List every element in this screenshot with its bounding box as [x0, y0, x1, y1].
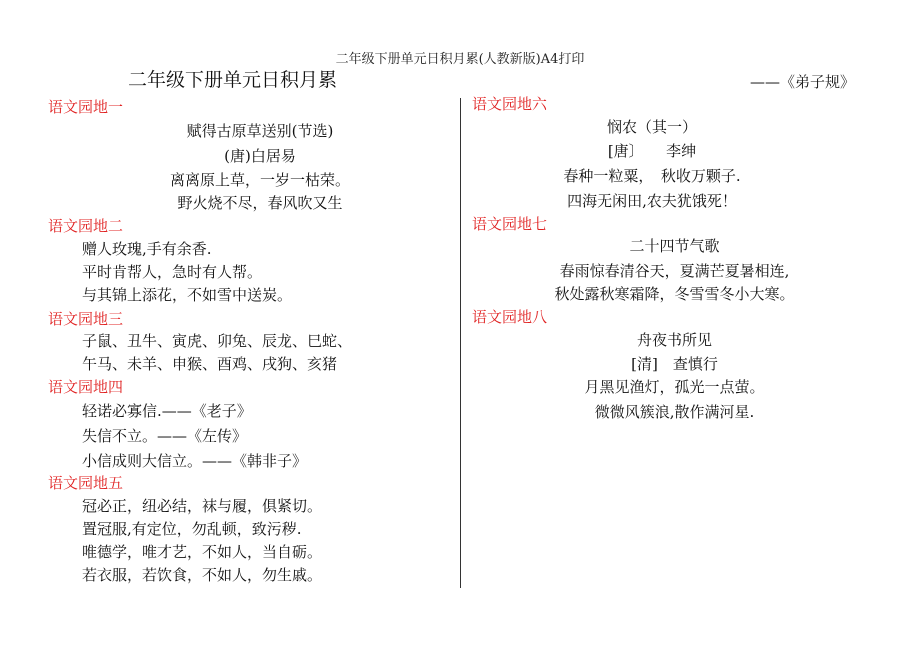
- poem-line: 春种一粒粟， 秋收万颗子.: [563, 167, 741, 185]
- saying-line: 平时肯帮人，急时有人帮。: [82, 263, 263, 281]
- saying-line: 赠人玫瑰,手有余香.: [82, 240, 212, 258]
- poem-line: 微微风簇浪,散作满河星.: [594, 403, 755, 421]
- section-heading-8: 语文园地八: [472, 308, 548, 326]
- zodiac-line: 子鼠、丑牛、寅虎、卯兔、辰龙、巳蛇、: [82, 332, 353, 350]
- poem-author: [唐〕 李绅: [607, 142, 697, 160]
- poem-line: 月黑见渔灯，孤光一点萤。: [584, 378, 765, 396]
- page-header: 二年级下册单元日积月累(人教新版)A4打印: [335, 52, 585, 67]
- quote-line: 失信不立。——《左传》: [82, 427, 248, 445]
- verse-line: 冠必正，纽必结，袜与履，俱紧切。: [82, 497, 323, 515]
- section-heading-2: 语文园地二: [48, 217, 124, 235]
- poem-title: 二十四节气歌: [629, 237, 720, 255]
- poem-title: 舟夜书所见: [636, 331, 712, 349]
- poem-author: (唐)白居易: [224, 147, 296, 165]
- poem-line: 秋处露秋寒霜降，冬雪雪冬小大寒。: [554, 285, 795, 303]
- source-attribution: ——《弟子规》: [750, 73, 856, 91]
- verse-line: 若衣服，若饮食，不如人，勿生戚。: [82, 566, 323, 584]
- section-heading-5: 语文园地五: [48, 474, 124, 492]
- saying-line: 与其锦上添花，不如雪中送炭。: [82, 286, 293, 304]
- section-heading-6: 语文园地六: [472, 95, 548, 113]
- page-title: 二年级下册单元日积月累: [128, 69, 338, 91]
- poem-title: 悯农（其一）: [606, 118, 697, 136]
- zodiac-line: 午马、未羊、申猴、酉鸡、戌狗、亥猪: [82, 355, 338, 373]
- poem-line: 春雨惊春清谷天，夏满芒夏暑相连,: [559, 262, 790, 280]
- column-divider: [460, 98, 461, 588]
- quote-line: 小信成则大信立。——《韩非子》: [82, 452, 308, 470]
- section-heading-7: 语文园地七: [472, 215, 548, 233]
- section-heading-1: 语文园地一: [48, 98, 124, 116]
- poem-line: 四海无闲田,农夫犹饿死！: [567, 192, 737, 210]
- section-heading-3: 语文园地三: [48, 310, 124, 328]
- poem-author: [清] 查慎行: [631, 355, 718, 373]
- verse-line: 唯德学，唯才艺，不如人，当自砺。: [82, 543, 323, 561]
- quote-line: 轻诺必寡信.——《老子》: [82, 402, 252, 420]
- poem-line: 野火烧不尽，春风吹又生: [177, 194, 343, 212]
- poem-title: 赋得古原草送别(节选): [186, 122, 334, 140]
- verse-line: 置冠服,有定位，勿乱顿，致污秽.: [82, 520, 302, 538]
- section-heading-4: 语文园地四: [48, 378, 124, 396]
- poem-line: 离离原上草，一岁一枯荣。: [169, 171, 350, 189]
